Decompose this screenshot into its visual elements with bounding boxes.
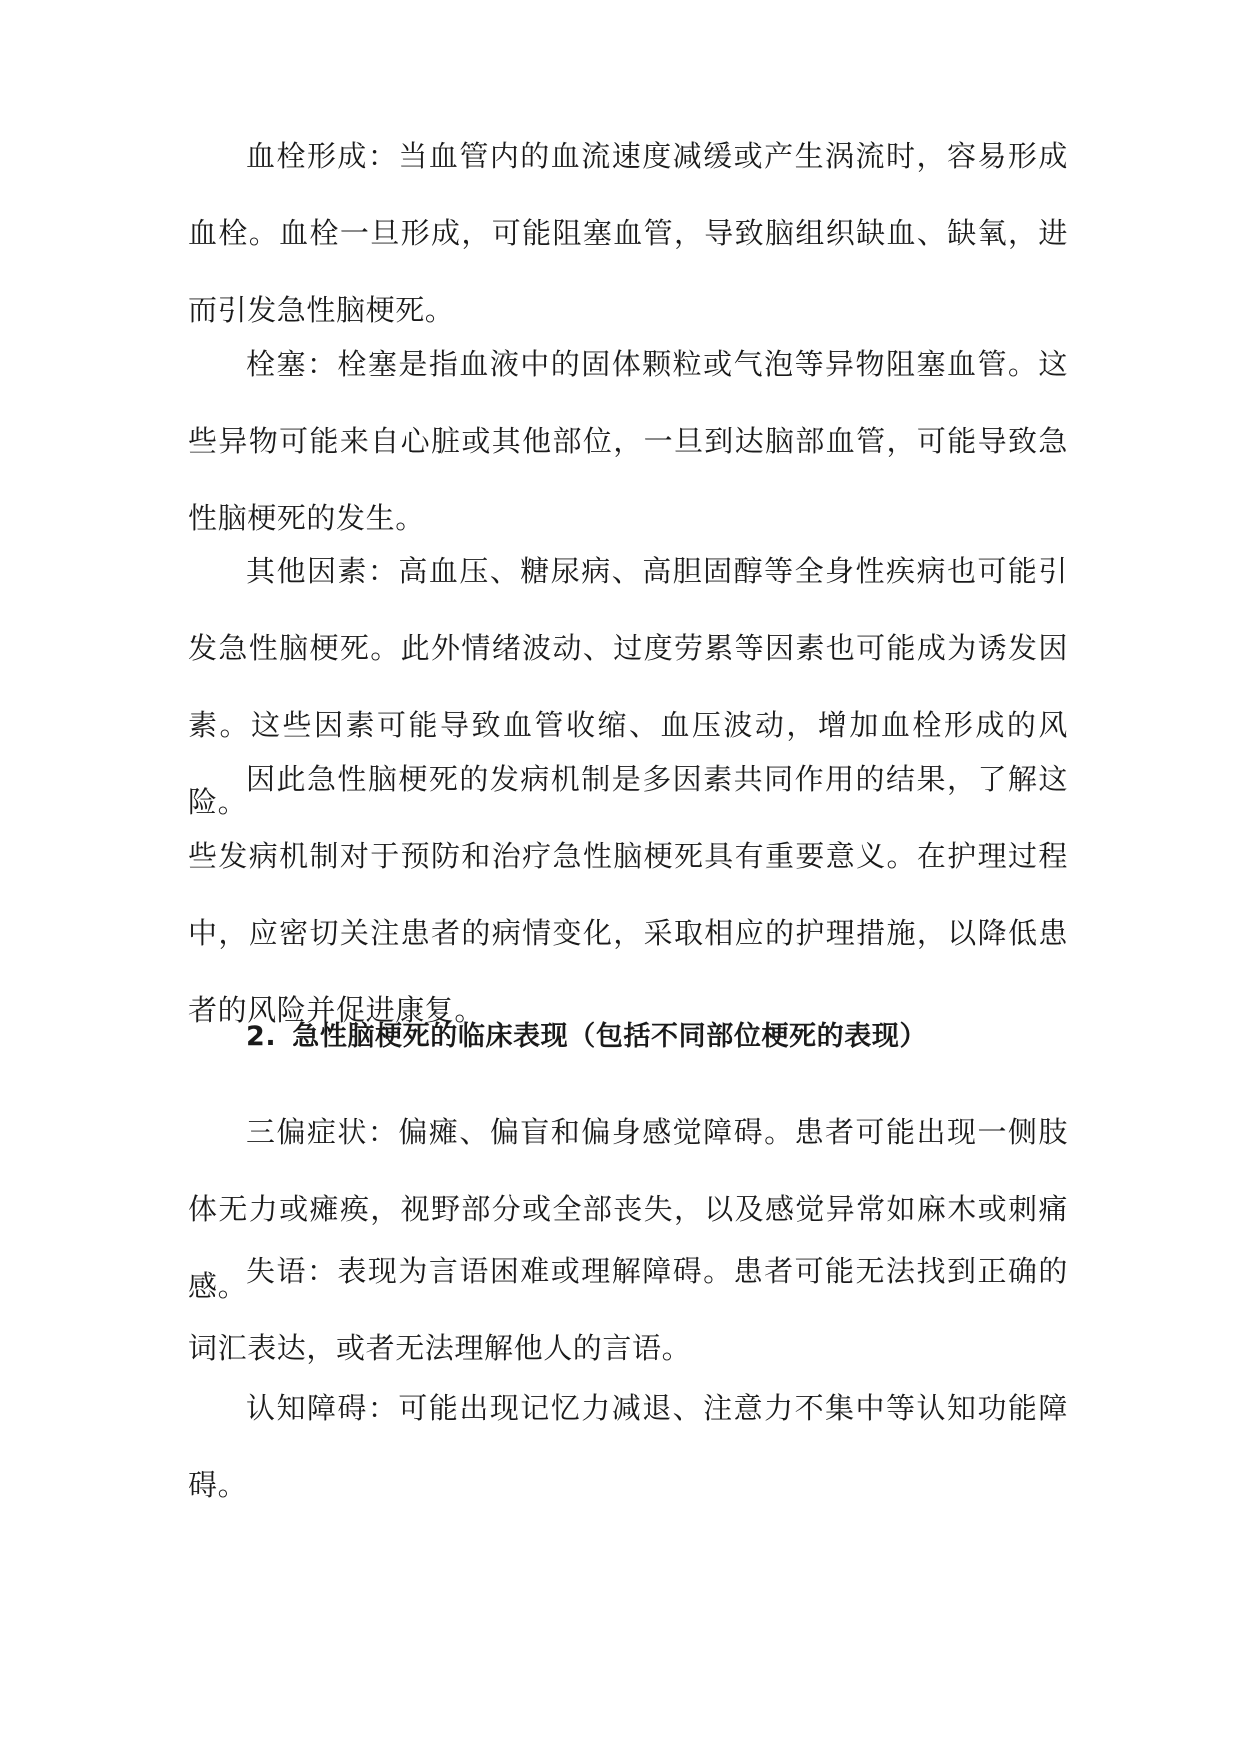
section-title: 急性脑梗死的临床表现（包括不同部位梗死的表现）	[292, 1021, 928, 1052]
paragraph-aphasia: 失语：表现为言语困难或理解障碍。患者可能无法找到正确的词汇表达，或者无法理解他人的言语。	[188, 1254, 1068, 1365]
paragraph-embolism: 栓塞：栓塞是指血液中的固体颗粒或气泡等异物阻塞血管。这些异物可能来自心脏或其他部位，一旦到达脑部血管，可能导致急性脑梗死的发生。	[188, 347, 1068, 535]
paragraph-conclusion: 因此急性脑梗死的发病机制是多因素共同作用的结果，了解这些发病机制对于预防和治疗急性脑梗死具有重要意义。在护理过程中，应密切关注患者的病情变化，采取相应的护理措施，以降低患者的风险并促进康复。	[188, 762, 1068, 1027]
paragraph-three-hemi-symptoms: 三偏症状：偏瘫、偏盲和偏身感觉障碍。患者可能出现一侧肢体无力或瘫痪，视野部分或全部丧失，以及感觉异常如麻木或刺痛感。	[188, 1115, 1068, 1303]
paragraph-thrombosis: 血栓形成：当血管内的血流速度减缓或产生涡流时，容易形成血栓。血栓一旦形成，可能阻塞血管，导致脑组织缺血、缺氧，进而引发急性脑梗死。	[188, 139, 1068, 327]
section-heading	[246, 1017, 1068, 1057]
section-number: 2.	[246, 1021, 277, 1052]
paragraph-cognitive-impairment: 认知障碍：可能出现记忆力减退、注意力不集中等认知功能障碍。	[188, 1391, 1068, 1502]
paragraph-other-factors: 其他因素：高血压、糖尿病、高胆固醇等全身性疾病也可能引发急性脑梗死。此外情绪波动、过度劳累等因素也可能成为诱发因素。这些因素可能导致血管收缩、血压波动，增加血栓形成的风险。	[188, 554, 1068, 819]
